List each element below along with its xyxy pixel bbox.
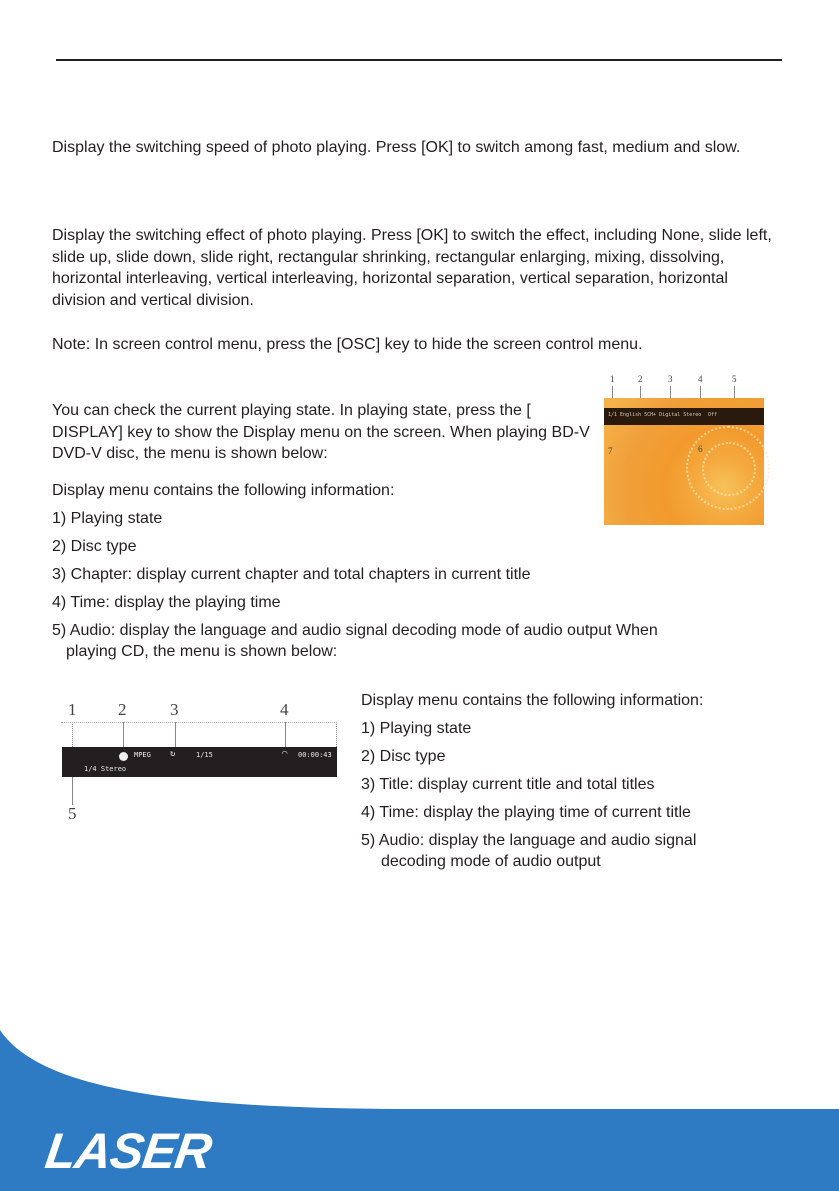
list-item: 4) Time: display the playing time of current title	[361, 804, 691, 821]
callout-1: 1	[68, 700, 77, 719]
list-item-line: 5) Audio: display the language and audio signal	[361, 832, 697, 849]
callout-4: 4	[698, 374, 703, 384]
callout-line	[72, 722, 74, 747]
callout-line	[123, 722, 124, 749]
cd-info-list	[361, 690, 703, 872]
dvd-info-list	[52, 480, 658, 662]
callout-line	[61, 722, 337, 724]
disc-icon	[119, 752, 128, 761]
header-rule	[56, 59, 782, 61]
list-item: 1) Playing state	[361, 720, 472, 737]
cd-display-menu-figure	[60, 700, 338, 825]
callout-2: 2	[118, 700, 127, 719]
cd-title-count: 1/15	[196, 751, 213, 759]
cd-format-text: MPEG	[134, 751, 151, 759]
list-item: 3) Chapter: display current chapter and total chapters in current title	[52, 566, 531, 583]
callout-4: 4	[280, 700, 289, 719]
cd-time: 00:00:43	[298, 751, 332, 759]
callout-5: 5	[732, 374, 737, 384]
laser-logo: LASER	[42, 1123, 215, 1179]
list-item-line: decoding mode of audio output	[381, 853, 601, 870]
dvd-bar-audio-text: 1/1 English 5CH+ Digital Stereo	[608, 412, 702, 418]
dvd-bar-subtitle-text: Off	[708, 412, 718, 418]
list-item: 3) Title: display current title and total titles	[361, 776, 655, 793]
callout-line	[336, 722, 338, 747]
list-item: 2) Disc type	[361, 748, 446, 765]
callout-6: 6	[698, 444, 703, 454]
callout-1: 1	[610, 374, 615, 384]
callout-7: 7	[608, 446, 613, 456]
list-heading: Display menu contains the following information:	[52, 482, 395, 499]
playing-state-paragraph: You can check the current playing state. In playing state, press the [ DISPLAY] key to show the Display menu on the screen. When playing BD-V DVD-V disc, the menu is shown below:	[52, 402, 590, 462]
callout-line	[72, 777, 73, 805]
photo-effect-paragraph: Display the switching effect of photo playing. Press [OK] to switch the effect, including None, slide left, slide up, slide down, slide right, rectangular shrinking, rectangular enlarging, mixing, dissolving, horizontal interleaving, vertical interleaving, horizontal separation, vertical separation, horizontal division and vertical division.	[52, 227, 772, 309]
callout-3: 3	[668, 374, 673, 384]
list-heading: Display menu contains the following information:	[361, 692, 704, 709]
cd-display-bar	[62, 747, 337, 777]
list-item	[52, 620, 658, 662]
list-item: 2) Disc type	[52, 538, 137, 555]
callout-2: 2	[638, 374, 643, 384]
callout-3: 3	[170, 700, 179, 719]
cd-audio-text: 1/4 Stereo	[84, 765, 127, 773]
photo-speed-paragraph: Display the switching speed of photo playing. Press [OK] to switch among fast, medium and slow.	[52, 139, 741, 156]
dvd-display-bar	[604, 408, 764, 425]
list-item: 1) Playing state	[52, 510, 163, 527]
callout-line	[285, 722, 286, 749]
repeat-icon: ↻	[170, 749, 176, 759]
list-item-line: 5) Audio: display the language and audio signal decoding mode of audio output When	[52, 622, 658, 639]
list-item-line: playing CD, the menu is shown below:	[66, 643, 338, 660]
clock-icon: ◠	[282, 749, 288, 759]
callout-5: 5	[68, 804, 77, 823]
callout-line	[175, 722, 176, 749]
decorative-ring	[702, 442, 756, 496]
osc-note-paragraph: Note: In screen control menu, press the [OSC] key to hide the screen control menu.	[52, 336, 643, 353]
list-item	[361, 830, 703, 872]
list-item: 4) Time: display the playing time	[52, 594, 281, 611]
